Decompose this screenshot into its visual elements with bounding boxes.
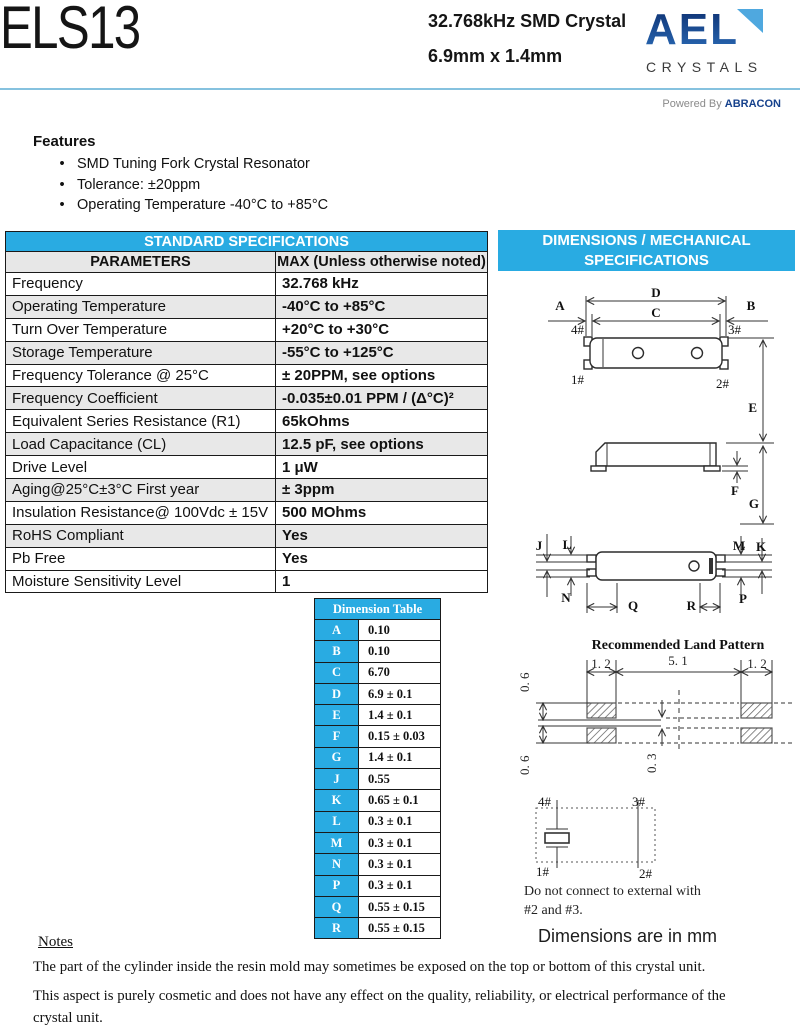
dim-value-cell: 0.3 ± 0.1 [359, 811, 441, 832]
schematic-note-line2: #2 and #3. [524, 903, 583, 918]
units-note: Dimensions are in mm [538, 926, 718, 946]
spec-value-cell: -40°C to +85°C [276, 295, 488, 318]
spec-value-cell: 65kOhms [276, 410, 488, 433]
spec-row [6, 433, 488, 456]
dim-value-cell: 1.4 ± 0.1 [359, 747, 441, 768]
top-view-drawing [548, 285, 774, 441]
pin-schematic-drawing [536, 794, 655, 881]
notes-title: Notes [38, 934, 73, 950]
spec-col-max: MAX (Unless otherwise noted) [276, 252, 488, 273]
dim-row [315, 832, 441, 853]
spec-param-cell: Storage Temperature [6, 341, 276, 364]
spec-param-cell: Frequency Coefficient [6, 387, 276, 410]
dim-key-cell: C [315, 662, 359, 683]
dim-key-cell: D [315, 683, 359, 704]
dim-key-cell: N [315, 854, 359, 875]
spec-table-title: STANDARD SPECIFICATIONS [6, 232, 488, 252]
dim-row [315, 769, 441, 790]
dim-label-g: G [748, 496, 759, 511]
features-title: Features [33, 133, 96, 150]
spec-value-cell: +20°C to +30°C [276, 318, 488, 341]
dim-label-p: P [739, 591, 747, 606]
land-dim-right: 1. 2 [747, 656, 767, 671]
dim-label-b: B [746, 298, 756, 313]
dim-value-cell: 0.55 [359, 769, 441, 790]
spec-value-cell: ± 20PPM, see options [276, 364, 488, 387]
powered-by-line [645, 98, 781, 110]
land-dim-middle: 0. 3 [644, 753, 659, 773]
schematic-pin-1: 1# [536, 864, 549, 879]
standard-specifications-table [5, 231, 488, 593]
dim-label-q: Q [628, 598, 639, 613]
dim-key-cell: J [315, 769, 359, 790]
logo-wordmark: AEL [645, 5, 739, 54]
spec-value-cell: Yes [276, 524, 488, 547]
abracon-brand: ABRACON [724, 98, 781, 110]
spec-row [6, 456, 488, 479]
land-pattern-drawing [517, 638, 794, 775]
schematic-note [524, 882, 701, 920]
spec-param-cell: Frequency Tolerance @ 25°C [6, 364, 276, 387]
spec-row [6, 570, 488, 593]
feature-item [33, 175, 328, 196]
spec-value-cell: 1 [276, 570, 488, 593]
product-subtitle-line1: 32.768kHz SMD Crystal [428, 11, 627, 31]
schematic-pin-2: 2# [639, 866, 652, 881]
bullet-icon: • [59, 176, 65, 193]
spec-param-cell: Load Capacitance (CL) [6, 433, 276, 456]
feature-text: Operating Temperature -40°C to +85°C [77, 197, 329, 213]
spec-row [6, 364, 488, 387]
dim-row [315, 896, 441, 917]
spec-param-cell: Frequency [6, 273, 276, 296]
dim-key-cell: K [315, 790, 359, 811]
dim-key-cell: B [315, 641, 359, 662]
dim-value-cell: 0.15 ± 0.03 [359, 726, 441, 747]
spec-value-cell: 500 MOhms [276, 501, 488, 524]
dim-value-cell: 0.65 ± 0.1 [359, 790, 441, 811]
pin-label-4: 4# [571, 322, 584, 337]
schematic-pin-3: 3# [632, 794, 645, 809]
feature-item [33, 154, 328, 175]
bottom-view-drawing [536, 534, 772, 613]
land-dim-center: 5. 1 [668, 653, 688, 668]
dim-row [315, 747, 441, 768]
spec-param-cell: Aging@25°C±3°C First year [6, 479, 276, 502]
dim-row [315, 620, 441, 641]
pin-label-3: 3# [728, 322, 741, 337]
dim-value-cell: 0.55 ± 0.15 [359, 896, 441, 917]
dim-value-cell: 6.9 ± 0.1 [359, 683, 441, 704]
dim-label-r: R [686, 598, 696, 613]
dim-key-cell: A [315, 620, 359, 641]
spec-value-cell: 1 μW [276, 456, 488, 479]
header-divider [0, 88, 800, 90]
dim-row [315, 683, 441, 704]
dim-row [315, 811, 441, 832]
dim-key-cell: M [315, 832, 359, 853]
spec-value-cell: Yes [276, 547, 488, 570]
dim-key-cell: F [315, 726, 359, 747]
dim-value-cell: 0.3 ± 0.1 [359, 832, 441, 853]
dim-label-m: M [732, 538, 746, 553]
schematic-pin-4: 4# [538, 794, 551, 809]
bullet-icon: • [59, 156, 65, 172]
spec-value-cell: ± 3ppm [276, 479, 488, 502]
spec-row [6, 479, 488, 502]
pin-label-2: 2# [716, 376, 729, 391]
land-dim-top-left: 0. 6 [517, 672, 532, 692]
logo-triangle-icon [737, 9, 763, 33]
spec-row [6, 410, 488, 433]
product-subtitle-line2: 6.9mm x 1.4mm [428, 46, 563, 66]
feature-text: Tolerance: ±20ppm [77, 176, 201, 193]
land-dim-left: 1. 2 [591, 656, 611, 671]
dim-key-cell: E [315, 705, 359, 726]
dim-row [315, 918, 441, 939]
spec-row [6, 524, 488, 547]
dim-row [315, 641, 441, 662]
dim-key-cell: R [315, 918, 359, 939]
note-paragraph: The part of the cylinder inside the resin mold may sometimes be exposed on the top or bottom of this crystal unit. [33, 959, 706, 975]
dim-label-a: A [555, 298, 565, 313]
dim-key-cell: G [315, 747, 359, 768]
side-view-drawing [591, 443, 774, 524]
spec-value-cell: -55°C to +125°C [276, 341, 488, 364]
spec-value-cell: 32.768 kHz [276, 273, 488, 296]
ael-logo [645, 4, 785, 100]
spec-value-cell: -0.035±0.01 PPM / (Δ°C)² [276, 387, 488, 410]
spec-param-cell: Equivalent Series Resistance (R1) [6, 410, 276, 433]
dim-label-j: J [535, 538, 543, 553]
dim-value-cell: 0.3 ± 0.1 [359, 875, 441, 896]
spec-param-cell: Insulation Resistance@ 100Vdc ± 15V [6, 501, 276, 524]
dim-key-cell: Q [315, 896, 359, 917]
dim-value-cell: 0.3 ± 0.1 [359, 854, 441, 875]
schematic-note-line1: Do not connect to external with [524, 884, 701, 899]
dim-key-cell: L [315, 811, 359, 832]
pin-label-1: 1# [571, 372, 584, 387]
spec-row [6, 318, 488, 341]
dim-label-c: C [651, 305, 661, 320]
spec-param-cell: Turn Over Temperature [6, 318, 276, 341]
dim-row [315, 726, 441, 747]
dimension-table-title: Dimension Table [315, 599, 441, 620]
dim-value-cell: 0.55 ± 0.15 [359, 918, 441, 939]
land-pattern-title: Recommended Land Pattern [591, 638, 765, 653]
dim-label-f: F [731, 483, 739, 498]
dim-row [315, 854, 441, 875]
spec-value-cell: 12.5 pF, see options [276, 433, 488, 456]
spec-row [6, 295, 488, 318]
spec-row [6, 387, 488, 410]
spec-param-cell: RoHS Compliant [6, 524, 276, 547]
mechanical-drawings [495, 270, 800, 935]
dim-label-e: E [748, 400, 757, 415]
note-paragraph: This aspect is purely cosmetic and does not have any effect on the quality, reliability, or electrical performance of the crystal unit. [33, 988, 726, 1026]
spec-row [6, 341, 488, 364]
powered-by-label: Powered By [662, 98, 725, 110]
spec-col-parameters: PARAMETERS [6, 252, 276, 273]
dim-label-n: N [561, 590, 571, 605]
features-section [33, 133, 328, 216]
spec-param-cell: Operating Temperature [6, 295, 276, 318]
spec-param-cell: Moisture Sensitivity Level [6, 570, 276, 593]
dim-value-cell: 1.4 ± 0.1 [359, 705, 441, 726]
dim-row [315, 705, 441, 726]
bullet-icon: • [59, 197, 65, 213]
logo-crystals-text: CRYSTALS [646, 59, 763, 75]
dim-row [315, 875, 441, 896]
spec-param-cell: Pb Free [6, 547, 276, 570]
spec-param-cell: Drive Level [6, 456, 276, 479]
dim-row [315, 662, 441, 683]
spec-row [6, 501, 488, 524]
spec-row [6, 273, 488, 296]
dim-label-d: D [651, 285, 661, 300]
dim-row [315, 790, 441, 811]
spec-row [6, 547, 488, 570]
mechanical-specs-header [498, 230, 795, 271]
mech-header-line2: SPECIFICATIONS [584, 251, 709, 269]
page-title: ELS13 [0, 0, 140, 61]
feature-item [33, 195, 328, 216]
dim-key-cell: P [315, 875, 359, 896]
feature-text: SMD Tuning Fork Crystal Resonator [77, 156, 310, 172]
dim-value-cell: 0.10 [359, 620, 441, 641]
product-subtitle [428, 4, 626, 74]
dim-value-cell: 6.70 [359, 662, 441, 683]
mech-header-line1: DIMENSIONS / MECHANICAL [542, 231, 751, 249]
dim-label-l: L [562, 537, 572, 552]
dimension-table [314, 598, 441, 939]
land-dim-bottom-left: 0. 6 [517, 755, 532, 775]
dim-label-k: K [755, 539, 767, 554]
dim-value-cell: 0.10 [359, 641, 441, 662]
